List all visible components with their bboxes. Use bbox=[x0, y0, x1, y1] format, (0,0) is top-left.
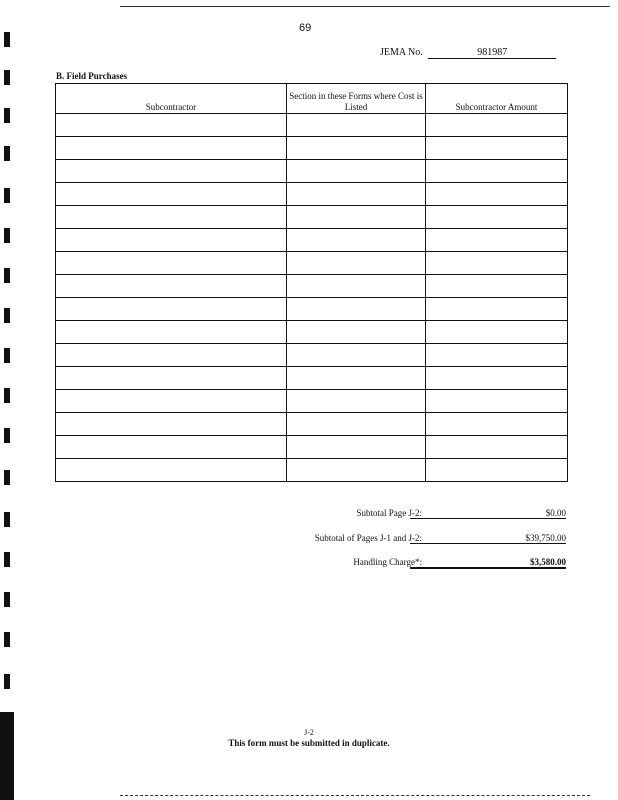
cell-section[interactable] bbox=[287, 413, 426, 436]
cell-section[interactable] bbox=[287, 459, 426, 482]
cell-amount[interactable] bbox=[426, 160, 568, 183]
cell-subcontractor[interactable] bbox=[56, 229, 287, 252]
table-row bbox=[56, 137, 568, 160]
cell-amount[interactable] bbox=[426, 413, 568, 436]
binder-hole bbox=[4, 632, 10, 647]
field-purchases-table bbox=[55, 83, 568, 482]
bottom-rule bbox=[120, 795, 590, 796]
cell-subcontractor[interactable] bbox=[56, 275, 287, 298]
cell-amount[interactable] bbox=[426, 298, 568, 321]
table-row bbox=[56, 160, 568, 183]
cell-section[interactable] bbox=[287, 390, 426, 413]
top-rule bbox=[120, 6, 610, 7]
binder-tab bbox=[0, 712, 14, 800]
cell-subcontractor[interactable] bbox=[56, 390, 287, 413]
cell-amount[interactable] bbox=[426, 344, 568, 367]
column-header-section: Section in these Forms where Cost is Listed bbox=[287, 84, 426, 114]
cell-amount[interactable] bbox=[426, 459, 568, 482]
binder-hole bbox=[4, 308, 10, 323]
cell-amount[interactable] bbox=[426, 137, 568, 160]
cell-section[interactable] bbox=[287, 436, 426, 459]
cell-section[interactable] bbox=[287, 321, 426, 344]
section-title: B. Field Purchases bbox=[56, 71, 128, 81]
table-row bbox=[56, 275, 568, 298]
cell-subcontractor[interactable] bbox=[56, 206, 287, 229]
cell-section[interactable] bbox=[287, 252, 426, 275]
binder-hole bbox=[4, 32, 10, 47]
cell-amount[interactable] bbox=[426, 367, 568, 390]
binder-hole bbox=[4, 470, 10, 485]
table-row bbox=[56, 229, 568, 252]
page-number: 69 bbox=[299, 22, 312, 34]
binder-hole bbox=[4, 188, 10, 203]
table-row bbox=[56, 206, 568, 229]
cell-section[interactable] bbox=[287, 367, 426, 390]
cell-subcontractor[interactable] bbox=[56, 367, 287, 390]
form-footer bbox=[0, 728, 618, 748]
subtotal-pages-label: Subtotal of Pages J-1 and J-2: bbox=[314, 533, 422, 543]
binder-hole bbox=[4, 592, 10, 607]
cell-section[interactable] bbox=[287, 206, 426, 229]
cell-subcontractor[interactable] bbox=[56, 436, 287, 459]
cell-amount[interactable] bbox=[426, 114, 568, 137]
table-row bbox=[56, 183, 568, 206]
cell-amount[interactable] bbox=[426, 183, 568, 206]
cell-amount[interactable] bbox=[426, 229, 568, 252]
cell-amount[interactable] bbox=[426, 390, 568, 413]
cell-section[interactable] bbox=[287, 183, 426, 206]
table-row bbox=[56, 344, 568, 367]
cell-amount[interactable] bbox=[426, 252, 568, 275]
binder-hole bbox=[4, 674, 10, 689]
jema-label: JEMA No. bbox=[380, 47, 423, 58]
submission-note: This form must be submitted in duplicate. bbox=[228, 738, 390, 748]
table-row bbox=[56, 252, 568, 275]
handling-charge-value: $3,580.00 bbox=[410, 557, 566, 569]
cell-subcontractor[interactable] bbox=[56, 183, 287, 206]
binder-hole bbox=[4, 268, 10, 283]
table-row bbox=[56, 114, 568, 137]
subtotal-pages-value: $39,750.00 bbox=[410, 533, 566, 544]
cell-subcontractor[interactable] bbox=[56, 137, 287, 160]
jema-value: 981987 bbox=[428, 47, 556, 59]
column-header-amount: Subcontractor Amount bbox=[426, 84, 568, 114]
jema-number bbox=[380, 47, 556, 59]
binder-hole bbox=[4, 348, 10, 363]
table-header-row bbox=[56, 84, 568, 114]
cell-amount[interactable] bbox=[426, 206, 568, 229]
cell-subcontractor[interactable] bbox=[56, 321, 287, 344]
cell-subcontractor[interactable] bbox=[56, 459, 287, 482]
table-row bbox=[56, 321, 568, 344]
binder-hole bbox=[4, 70, 10, 85]
table-row bbox=[56, 459, 568, 482]
column-header-subcontractor: Subcontractor bbox=[56, 84, 287, 114]
table-row bbox=[56, 436, 568, 459]
table-row bbox=[56, 298, 568, 321]
subtotal-page-value: $0.00 bbox=[410, 508, 566, 519]
cell-subcontractor[interactable] bbox=[56, 114, 287, 137]
cell-section[interactable] bbox=[287, 298, 426, 321]
binder-hole bbox=[4, 108, 10, 123]
cell-section[interactable] bbox=[287, 160, 426, 183]
cell-section[interactable] bbox=[287, 229, 426, 252]
cell-subcontractor[interactable] bbox=[56, 298, 287, 321]
table-row bbox=[56, 390, 568, 413]
binder-hole bbox=[4, 428, 10, 443]
cell-section[interactable] bbox=[287, 275, 426, 298]
form-code: J-2 bbox=[304, 728, 314, 737]
cell-section[interactable] bbox=[287, 114, 426, 137]
subtotal-page-label: Subtotal Page J-2: bbox=[356, 508, 422, 518]
handling-charge-label: Handling Charge*: bbox=[353, 557, 422, 567]
binder-hole bbox=[4, 146, 10, 161]
cell-amount[interactable] bbox=[426, 275, 568, 298]
table-row bbox=[56, 413, 568, 436]
table-row bbox=[56, 367, 568, 390]
cell-section[interactable] bbox=[287, 344, 426, 367]
cell-subcontractor[interactable] bbox=[56, 252, 287, 275]
cell-amount[interactable] bbox=[426, 321, 568, 344]
cell-section[interactable] bbox=[287, 137, 426, 160]
binder-hole bbox=[4, 228, 10, 243]
binder-hole bbox=[4, 388, 10, 403]
cell-subcontractor[interactable] bbox=[56, 344, 287, 367]
cell-subcontractor[interactable] bbox=[56, 160, 287, 183]
cell-subcontractor[interactable] bbox=[56, 413, 287, 436]
cell-amount[interactable] bbox=[426, 436, 568, 459]
